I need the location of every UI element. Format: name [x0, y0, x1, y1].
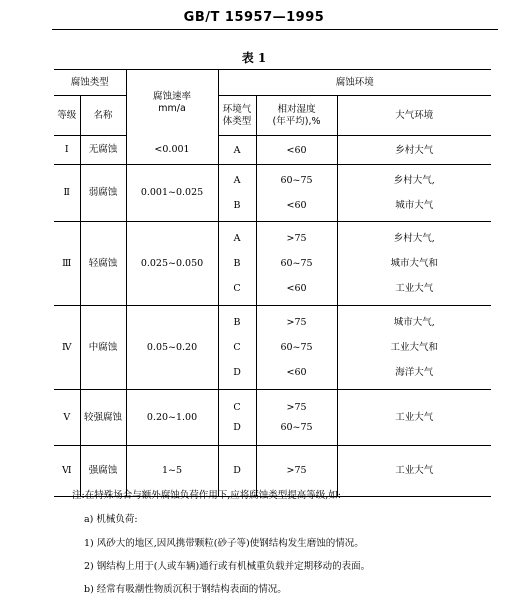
atmosphere-value: 工业大气	[395, 283, 434, 294]
humidity-cell	[256, 222, 337, 306]
gas-value: C	[233, 283, 241, 294]
rate-cell: 0.001~0.025	[126, 165, 218, 222]
gas-cell	[218, 306, 256, 390]
rate-cell: 0.025~0.050	[126, 222, 218, 306]
table-row	[54, 390, 491, 446]
grade-cell: Ⅰ	[54, 136, 80, 165]
humidity-cell	[256, 446, 337, 497]
humidity-cell	[256, 136, 337, 165]
header-rate-line2: mm/a	[158, 102, 186, 114]
gas-cell	[218, 390, 256, 446]
humidity-value: >75	[286, 317, 307, 328]
header-rule	[52, 29, 498, 30]
header-humidity-line2: (年平均),%	[272, 115, 321, 127]
atmosphere-value: 工业大气和	[390, 342, 439, 353]
header-atmosphere: 大气环境	[337, 96, 491, 136]
humidity-value: <60	[286, 200, 307, 211]
header-gas-type	[218, 96, 256, 136]
rate-cell: 0.05~0.20	[126, 306, 218, 390]
header-rate-line1: 腐蚀速率	[153, 90, 192, 102]
atmosphere-cell	[337, 390, 491, 446]
humidity-value: 60~75	[280, 175, 313, 186]
header-grade: 等级	[54, 96, 80, 136]
header-environment: 腐蚀环境	[218, 70, 491, 96]
atmosphere-value: 城市大气,	[393, 317, 435, 328]
atmosphere-cell	[337, 136, 491, 165]
gas-cell	[218, 136, 256, 165]
grade-cell: Ⅳ	[54, 306, 80, 390]
gas-value: A	[233, 233, 241, 244]
table-header	[54, 70, 491, 136]
gas-value: C	[233, 342, 241, 353]
name-cell: 弱腐蚀	[80, 165, 126, 222]
atmosphere-cell	[337, 165, 491, 222]
table-body	[54, 136, 491, 497]
name-cell: 较强腐蚀	[80, 390, 126, 446]
humidity-value: <60	[286, 367, 307, 378]
humidity-value: >75	[286, 401, 307, 413]
header-corrosion-type: 腐蚀类型	[54, 70, 126, 96]
gas-value: B	[233, 258, 241, 269]
standard-number: GB/T 15957—1995	[183, 10, 325, 25]
grade-cell: Ⅴ	[54, 390, 80, 446]
name-cell: 无腐蚀	[80, 136, 126, 165]
table-caption: 表 1	[241, 51, 267, 65]
rate-cell: 0.20~1.00	[126, 390, 218, 446]
atmosphere-cell	[337, 446, 491, 497]
humidity-value: 60~75	[280, 258, 313, 269]
gas-value: A	[233, 175, 241, 186]
corrosion-table	[54, 69, 491, 497]
atmosphere-value: 乡村大气,	[393, 175, 435, 186]
grade-cell: Ⅵ	[54, 446, 80, 497]
table-row	[54, 165, 491, 222]
atmosphere-value: 乡村大气	[395, 144, 434, 156]
header-name: 名称	[80, 96, 126, 136]
note-a: a) 机械负荷:	[84, 514, 138, 525]
gas-cell	[218, 222, 256, 306]
atmosphere-value: 工业大气	[395, 411, 434, 423]
name-cell: 中腐蚀	[80, 306, 126, 390]
header-gas-type-line1: 环境气	[222, 103, 252, 115]
atmosphere-value: 城市大气和	[390, 258, 439, 269]
humidity-value: 60~75	[280, 421, 313, 433]
humidity-cell	[256, 390, 337, 446]
grade-cell: Ⅲ	[54, 222, 80, 306]
table-row	[54, 222, 491, 306]
table-row	[54, 306, 491, 390]
humidity-value: 60~75	[280, 342, 313, 353]
header-humidity-line1: 相对湿度	[277, 103, 316, 115]
humidity-value: <60	[286, 144, 307, 156]
humidity-value: >75	[286, 465, 307, 477]
header-humidity	[256, 96, 337, 136]
atmosphere-value: 海洋大气	[395, 367, 434, 378]
atmosphere-value: 城市大气	[395, 200, 434, 211]
atmosphere-cell	[337, 222, 491, 306]
rate-cell: <0.001	[126, 136, 218, 165]
gas-value: C	[233, 401, 241, 413]
humidity-value: <60	[286, 283, 307, 294]
header-rate	[126, 70, 218, 136]
atmosphere-value: 乡村大气,	[393, 233, 435, 244]
atmosphere-cell	[337, 306, 491, 390]
name-cell: 强腐蚀	[80, 446, 126, 497]
gas-value: B	[233, 317, 241, 328]
gas-value: B	[233, 200, 241, 211]
rate-cell: 1~5	[126, 446, 218, 497]
header-gas-type-line2: 体类型	[222, 115, 252, 127]
note-item-3: b) 经常有吸潮性物质沉积于钢结构表面的情况。	[84, 584, 287, 595]
note-intro: 注:在特殊场合与额外腐蚀负荷作用下,应将腐蚀类型提高等级,如:	[72, 490, 341, 501]
gas-cell	[218, 446, 256, 497]
name-cell: 轻腐蚀	[80, 222, 126, 306]
grade-cell: Ⅱ	[54, 165, 80, 222]
note-item-2: 2) 钢结构上用于(人或车辆)通行或有机械重负载并定期移动的表面。	[84, 561, 371, 572]
table-row	[54, 446, 491, 497]
gas-cell	[218, 165, 256, 222]
gas-value: D	[233, 465, 241, 477]
table-row	[54, 136, 491, 165]
humidity-cell	[256, 306, 337, 390]
atmosphere-value: 工业大气	[395, 465, 434, 477]
humidity-cell	[256, 165, 337, 222]
gas-value: D	[233, 367, 241, 378]
gas-value: D	[233, 421, 241, 433]
gas-value: A	[233, 144, 241, 156]
note-item-1: 1) 风砂大的地区,因风携带颗粒(砂子等)使钢结构发生磨蚀的情况。	[84, 538, 364, 549]
humidity-value: >75	[286, 233, 307, 244]
